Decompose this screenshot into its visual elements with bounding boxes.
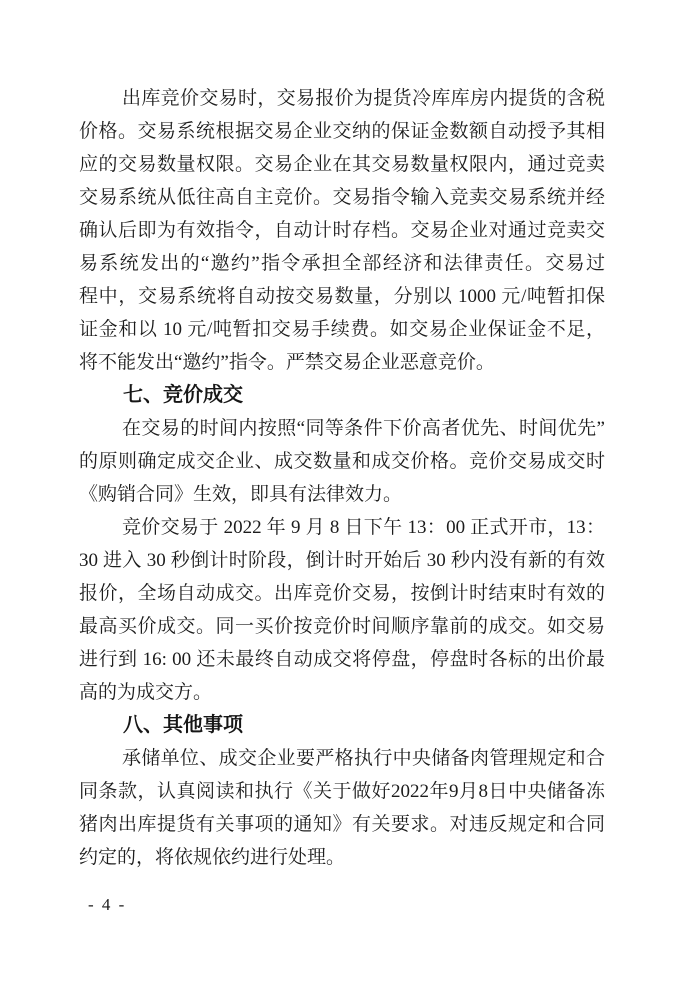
text-line: 承储单位、成交企业要严格执行中央储备肉管理规定和合 [122,748,605,769]
text-line: 出库竞价交易时，交易报价为提货冷库库房内提货的含税 [122,88,605,109]
text-line: 报价，全场自动成交。出库竞价交易，按倒计时结束时有效的 [79,583,605,604]
page-number: - 4 - [88,895,127,914]
text-line: 竞价交易于 2022 年 9 月 8 日下午 13：00 正式开市，13： [122,517,605,538]
text-line: 确认后即为有效指令，自动计时存档。交易企业对通过竞卖交 [79,220,605,241]
text-line: 程中，交易系统将自动按交易数量，分别以 1000 元/吨暂扣保 [79,286,605,307]
text-line: 应的交易数量权限。交易企业在其交易数量权限内，通过竞卖 [79,154,605,175]
text-line: 的原则确定成交企业、成交数量和成交价格。竞价交易成交时 [79,451,605,472]
text-line: 同条款，认真阅读和执行《关于做好2022年9月8日中央储备冻 [79,781,605,802]
text-line: 交易系统从低往高自主竞价。交易指令输入竞卖交易系统并经 [79,187,605,208]
text-line: 30 进入 30 秒倒计时阶段，倒计时开始后 30 秒内没有新的有效 [79,550,605,571]
section-heading: 七、竞价成交 [123,384,243,406]
text-line: 证金和以 10 元/吨暂扣交易手续费。如交易企业保证金不足， [79,319,605,340]
text-line: 将不能发出“邀约”指令。严禁交易企业恶意竞价。 [79,352,495,373]
text-line: 最高买价成交。同一买价按竞价时间顺序靠前的成交。如交易 [79,616,605,637]
text-line: 高的为成交方。 [79,682,213,703]
text-line: 进行到 16: 00 还未最终自动成交将停盘，停盘时各标的出价最 [79,649,605,670]
text-line: 易系统发出的“邀约”指令承担全部经济和法律责任。交易过 [79,253,605,274]
text-line: 约定的，将依规依约进行处理。 [79,847,346,868]
text-line: 在交易的时间内按照“同等条件下价高者优先、时间优先” [122,418,605,439]
text-line: 《购销合同》生效，即具有法律效力。 [79,484,403,505]
document-content [79,82,605,874]
text-line: 价格。交易系统根据交易企业交纳的保证金数额自动授予其相 [79,121,605,142]
text-line: 猪肉出库提货有关事项的通知》有关要求。对违反规定和合同 [79,814,605,835]
section-heading: 八、其他事项 [123,714,243,736]
